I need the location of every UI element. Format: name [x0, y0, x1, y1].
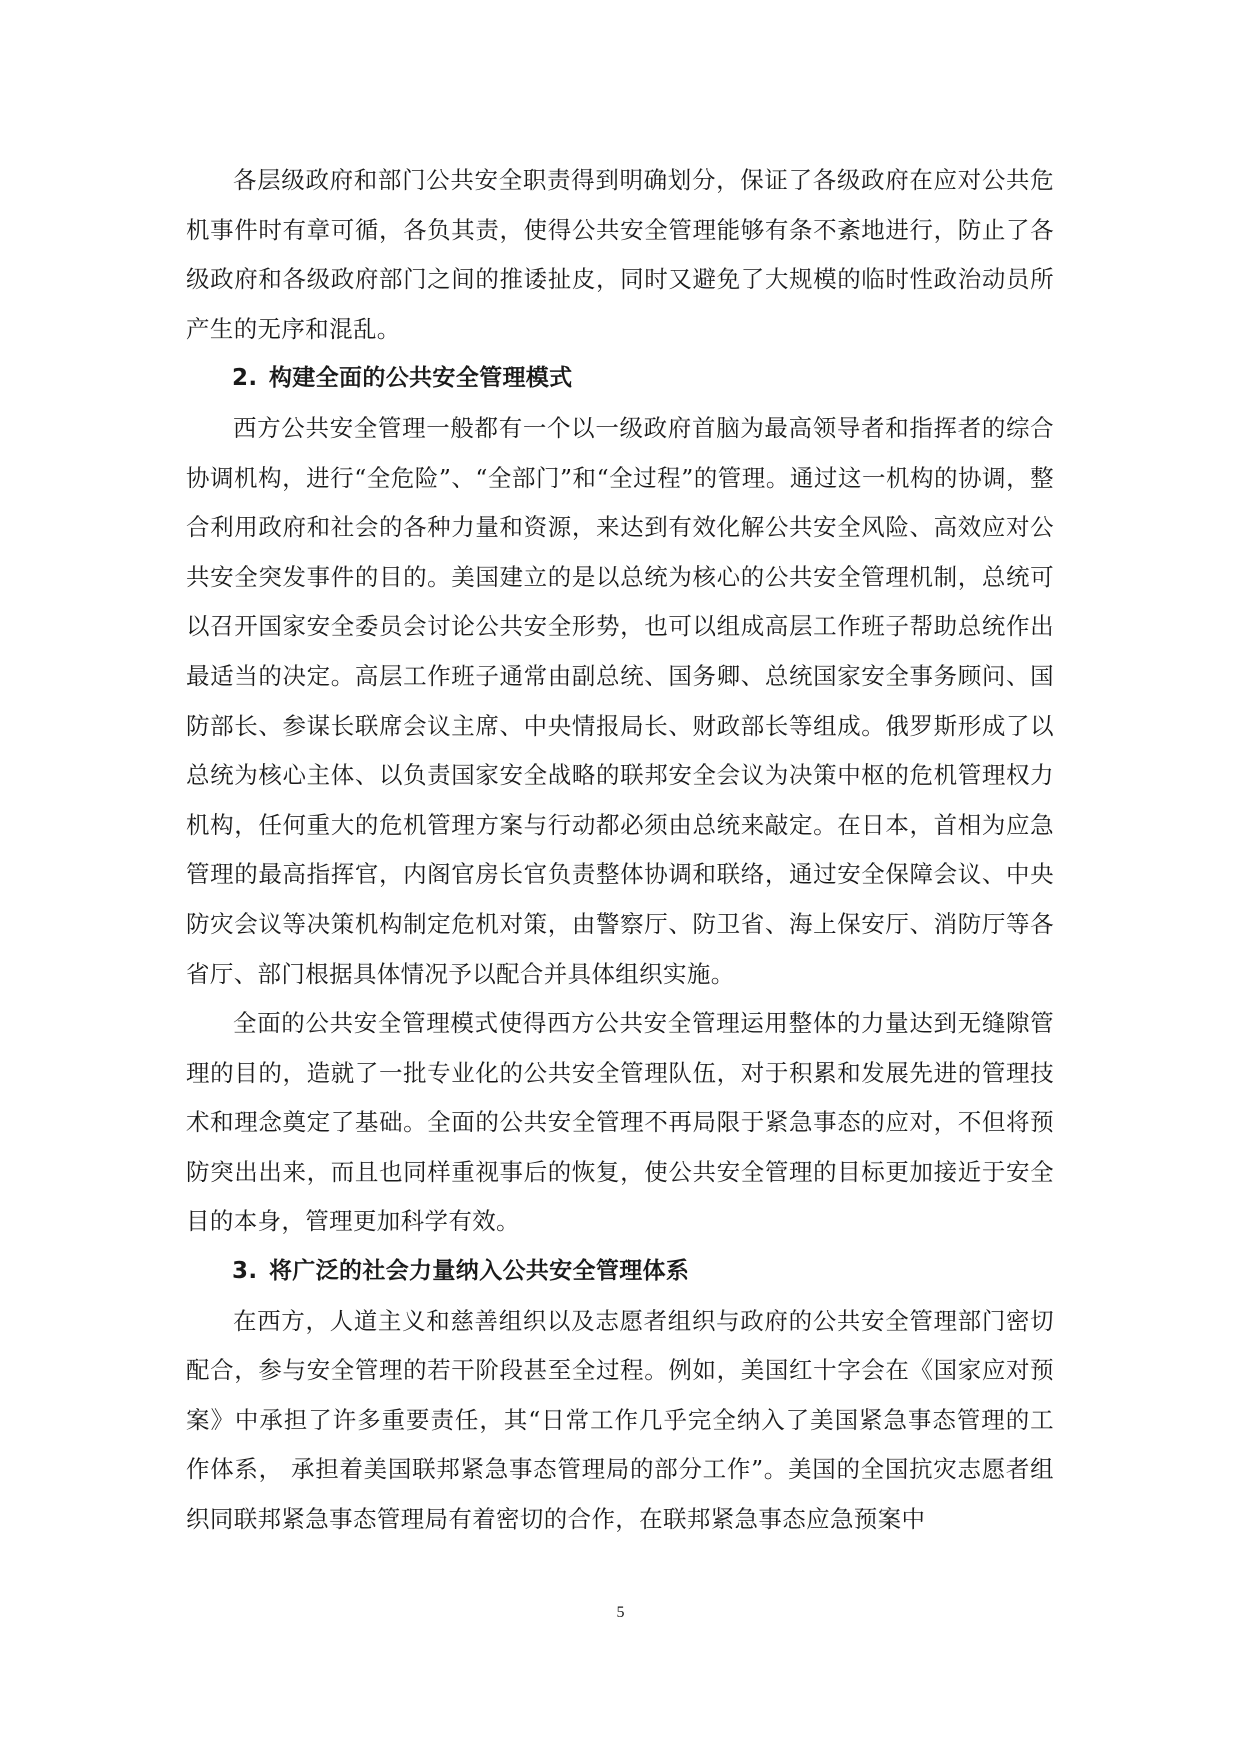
paragraph-3: 全面的公共安全管理模式使得西方公共安全管理运用整体的力量达到无缝隙管理的目的，造就了一批专业化的公共安全管理队伍，对于积累和发展先进的管理技术和理念奠定了基础。全面的公共安全管理不再局限于紧急事态的应对，不但将预防突出出来，而且也同样重视事后的恢复，使公共安全管理的目标更加接近于安全目的本身，管理更加科学有效。 [186, 1009, 1054, 1236]
paragraph-4: 在西方，人道主义和慈善组织以及志愿者组织与政府的公共安全管理部门密切配合，参与安全管理的若干阶段甚至全过程。例如，美国红十字会在《国家应对预案》中承担了许多重要责任，其“日常工作几乎完全纳入了美国紧急事态管理的工作体系， 承担着美国联邦紧急事态管理局的部分工作”。美国的全国抗灾志愿者组织同联邦紧急事态管理局有着密切的合作，在联邦紧急事态应急预案中 [186, 1306, 1054, 1534]
paragraph-2: 西方公共安全管理一般都有一个以一级政府首脑为最高领导者和指挥者的综合协调机构，进行“全危险”、“全部门”和“全过程”的管理。通过这一机构的协调，整合利用政府和社会的各种力量和资源，来达到有效化解公共安全风险、高效应对公共安全突发事件的目的。美国建立的是以总统为核心的公共安全管理机制，总统可以召开国家安全委员会讨论公共安全形势，也可以组成高层工作班子帮助总统作出最适当的决定。高层工作班子通常由副总统、国务卿、总统国家安全事务顾问、国防部长、参谋长联席会议主席、中央情报局长、财政部长等组成。俄罗斯形成了以总统为核心主体、以负责国家安全战略的联邦安全会议为决策中枢的危机管理权力机构，任何重大的危机管理方案与行动都必须由总统来敲定。在日本，首相为应急管理的最高指挥官，内阁官房长官负责整体协调和联络，通过安全保障会议、中央防灾会议等决策机构制定危机对策，由警察厅、防卫省、海上保安厅、消防厅等各省厅、部门根据具体情况予以配合并具体组织实施。 [186, 413, 1054, 988]
section-title-3: 将广泛的社会力量纳入公共安全管理体系 [268, 1258, 690, 1285]
section-heading-3 [186, 1247, 1054, 1297]
body-text [186, 156, 1054, 1545]
paragraph-1: 各层级政府和部门公共安全职责得到明确划分，保证了各级政府在应对公共危机事件时有章可循，各负其责，使得公共安全管理能够有条不紊地进行，防止了各级政府和各级政府部门之间的推诿扯皮，同时又避免了大规模的临时性政治动员所产生的无序和混乱。 [186, 166, 1054, 343]
section-number-2: 2. [232, 365, 258, 392]
section-title-2: 构建全面的公共安全管理模式 [268, 365, 573, 392]
section-number-3: 3. [232, 1258, 258, 1285]
page-number: 5 [616, 1604, 625, 1621]
section-heading-2 [186, 354, 1054, 404]
